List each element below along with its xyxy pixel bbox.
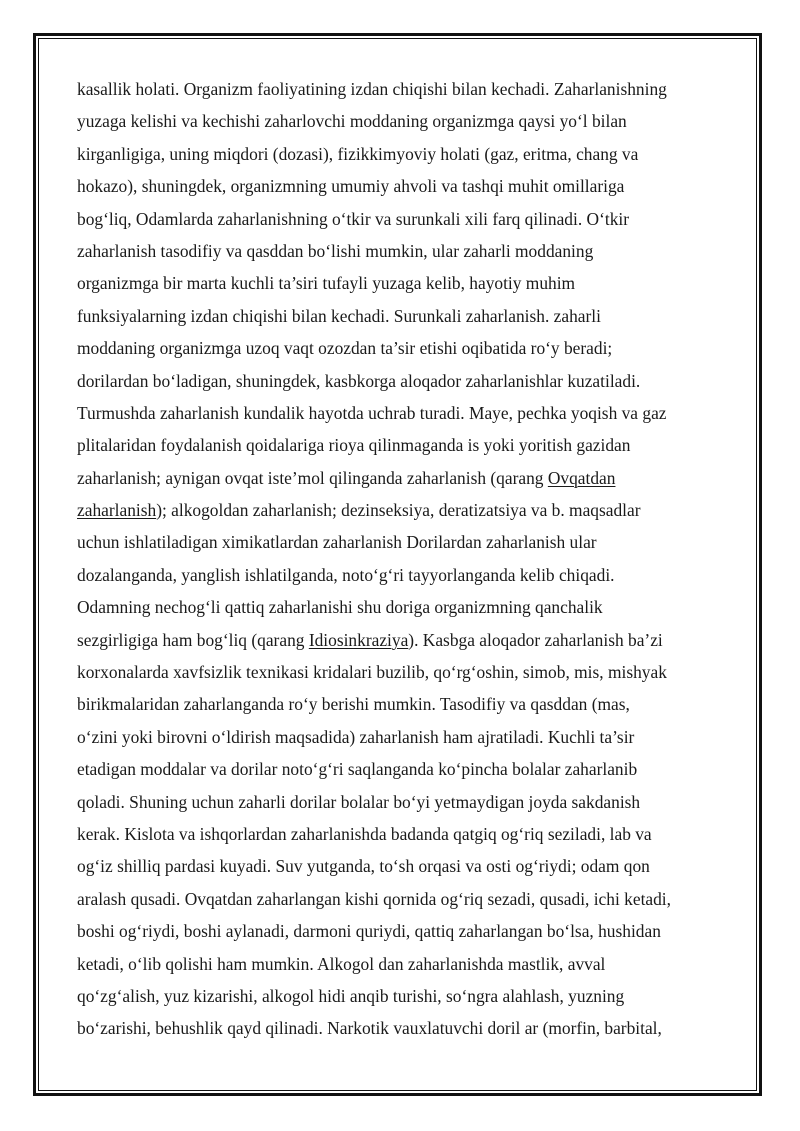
text-line <box>77 462 727 494</box>
text-line: qo‘zg‘alish, yuz kizarishi, alkogol hidi anqib turishi, so‘ngra alahlash, yuzning <box>77 985 625 1006</box>
text-line: kerak. Kislota va ishqorlardan zaharlanishda badanda qatgiq og‘riq seziladi, lab va <box>77 823 652 844</box>
ovqatdan-zaharlanish-link[interactable]: zaharlanish <box>77 500 157 521</box>
text-line: aralash qusadi. Ovqatdan zaharlangan kishi qornida og‘riq sezadi, qusadi, ichi ketadi, <box>77 888 671 909</box>
text-line: dozalanganda, yanglish ishlatilganda, noto‘g‘ri tayyorlanganda kelib chiqadi. <box>77 564 615 585</box>
text-line <box>77 494 727 526</box>
text-segment: zaharlanish; aynigan ovqat iste’mol qilinganda zaharlanish (qarang <box>77 467 548 488</box>
text-segment: sezgirligiga ham bog‘liq (qarang <box>77 629 309 650</box>
text-line: bog‘liq, Odamlarda zaharlanishning o‘tkir va surunkali xili farq qilinadi. O‘tkir <box>77 208 630 229</box>
text-line: moddaning organizmga uzoq vaqt ozozdan ta’sir etishi oqibatida ro‘y beradi; <box>77 338 613 359</box>
text-line: etadigan moddalar va dorilar noto‘g‘ri saqlanganda ko‘pincha bolalar zaharlanib <box>77 759 638 780</box>
text-line: kasallik holati. Organizm faoliyatining izdan chiqishi bilan kechadi. Zaharlanishning <box>77 79 667 99</box>
text-line: dorilardan bo‘ladigan, shuningdek, kasbkorga aloqador zaharlanishlar kuzatiladi. <box>77 370 641 391</box>
text-line: organizmga bir marta kuchli ta’siri tufayli yuzaga kelib, hayotiy muhim <box>77 273 576 294</box>
text-line: boshi og‘riydi, boshi aylanadi, darmoni quriydi, qattiq zaharlangan bo‘lsa, hushidan <box>77 921 661 942</box>
text-line: plitalaridan foydalanish qoidalariga rioya qilinmaganda is yoki yoritish gazidan <box>77 435 631 456</box>
ovqatdan-zaharlanish-link[interactable]: Ovqatdan <box>547 467 616 488</box>
text-line: o‘zini yoki birovni o‘ldirish maqsadida) zaharlanish ham ajratiladi. Kuchli ta’sir <box>77 726 635 747</box>
text-line: qoladi. Shuning uchun zaharli dorilar bolalar bo‘yi yetmaydigan joyda sakdanish <box>77 791 641 812</box>
text-line: zaharlanish tasodifiy va qasddan bo‘lishi mumkin, ular zaharli moddaning <box>77 240 594 261</box>
text-line: og‘iz shilliq pardasi kuyadi. Suv yutganda, to‘sh orqasi va osti og‘riydi; odam qon <box>77 856 650 877</box>
text-line: yuzaga kelishi va kechishi zaharlovchi moddaning organizmga qaysi yo‘l bilan <box>77 111 627 132</box>
text-segment: ). Kasbga aloqador zaharlanish ba’zi <box>408 629 663 650</box>
text-line: ketadi, o‘lib qolishi ham mumkin. Alkogol dan zaharlanishda mastlik, avval <box>77 953 606 974</box>
text-segment: ); alkogoldan zaharlanish; dezinseksiya, deratizatsiya va b. maqsadlar <box>156 500 641 521</box>
text-line: Odamning nechog‘li qattiq zaharlanishi shu doriga organizmning qanchalik <box>77 597 603 618</box>
text-line: funksiyalarning izdan chiqishi bilan kechadi. Surunkali zaharlanish. zaharli <box>77 305 601 326</box>
text-line: Turmushda zaharlanish kundalik hayotda uchrab turadi. Maye, pechka yoqish va gaz <box>77 402 667 423</box>
text-line: korxonalarda xavfsizlik texnikasi kridalari buzilib, qo‘rg‘oshin, simob, mis, mishyak <box>77 662 667 683</box>
text-line <box>77 624 727 656</box>
text-line: birikmalaridan zaharlanganda ro‘y berishi mumkin. Tasodifiy va qasddan (mas, <box>77 694 630 715</box>
idiosinkraziya-link[interactable]: Idiosinkraziya <box>308 629 409 650</box>
text-line: uchun ishlatiladigan ximikatlardan zaharlanish Dorilardan zaharlanish ular <box>77 532 597 553</box>
text-line: kirganligiga, uning miqdori (dozasi), fizikkimyoviy holati (gaz, eritma, chang va <box>77 143 639 164</box>
text-line: bo‘zarishi, behushlik qayd qilinadi. Narkotik vauxlatuvchi doril ar (morfin, barbital, <box>77 1018 662 1039</box>
text-line: hokazo), shuningdek, organizmning umumiy ahvoli va tashqi muhit omillariga <box>77 176 625 197</box>
document-body <box>77 73 727 1045</box>
